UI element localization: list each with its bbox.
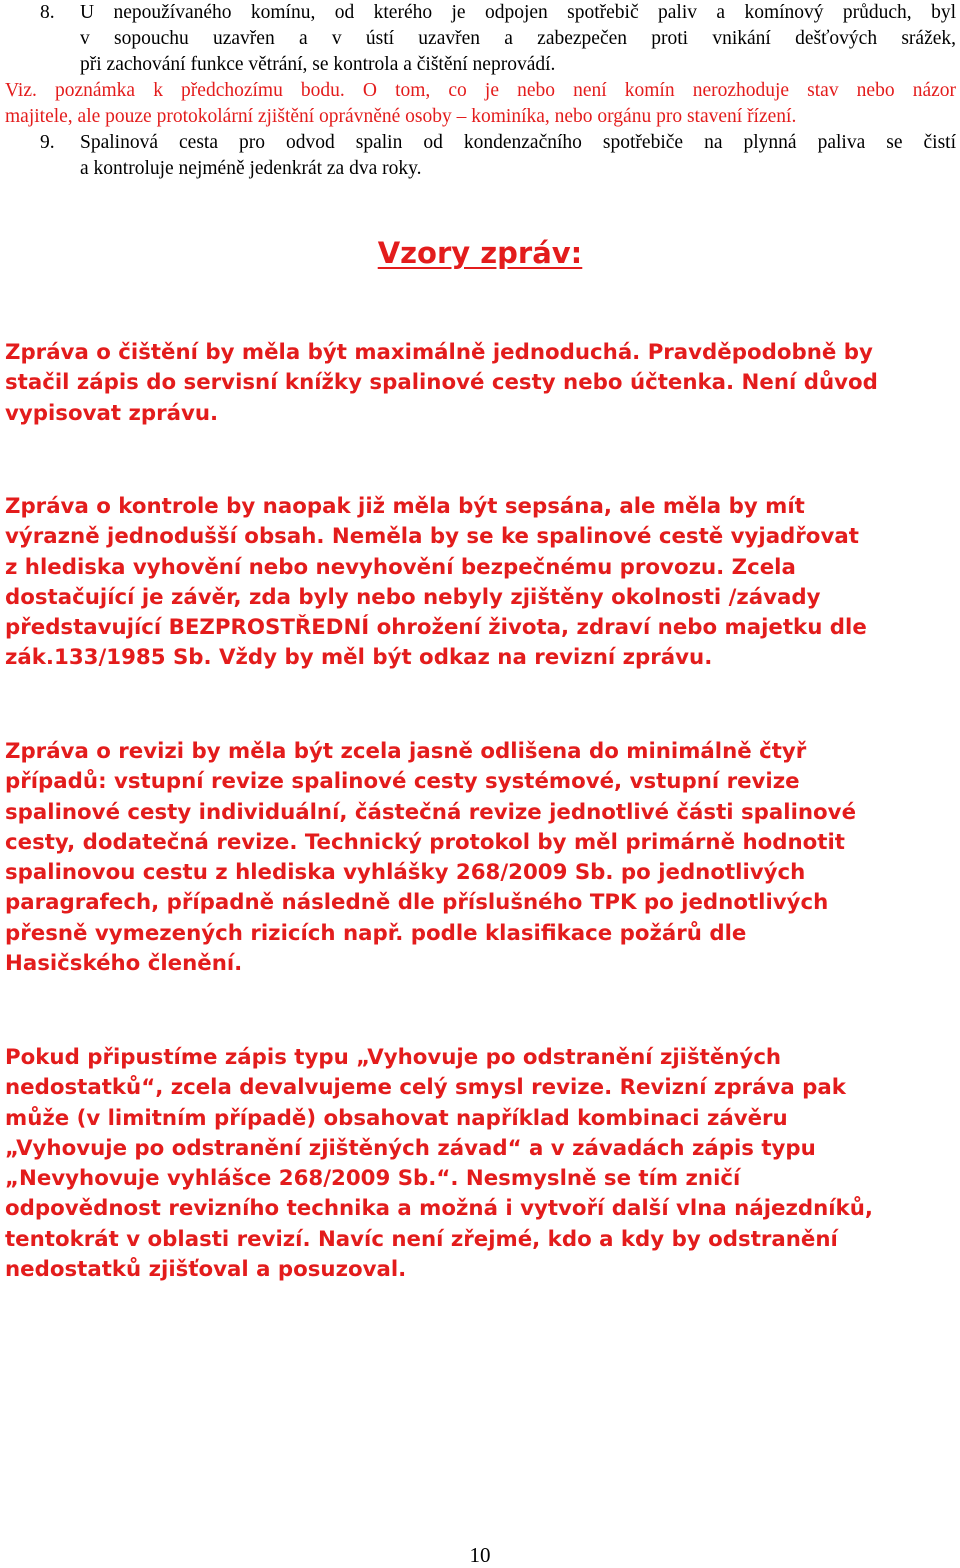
list-item-8 [40,0,956,78]
list-number: 8. [40,2,55,23]
list-item-9 [40,130,956,182]
paragraph-cleaning-report: Zpráva o čištění by měla být maximálně jednoduchá. Pravděpodobně by stačil zápis do servisní knížky spalinové cesty nebo účtenka. Není důvod vypisovat zprávu. [5,340,878,426]
paragraph-revision-report: Zpráva o revizi by měla být zcela jasně odlišena do minimálně čtyř případů: vstupní revize spalinové cesty systémové, vstupní revize spalinové cesty individuální, částečná revize jednotlivé části spalinové cesty, dodatečná revize. Technický protokol by měl primárně hodnotit spalinovou cestu z hlediska vyhlášky 268/2009 Sb. po jednotlivých paragrafech, případně následně dle příslušného TPK po jednotlivých přesně vymezených rizicích např. podle klasifikace požárů dle Hasičského členění. [5,739,857,977]
paragraph-inspection-report: Zpráva o kontrole by naopak již měla být sepsána, ale měla by mít výrazně jednodušší obsah. Neměla by se ke spalinové cestě vyjadřovat z hlediska vyhovění nebo nevyhovění bezpečnému provozu. Zcela dostačující je závěr, zda byly nebo nebyly zjištěny okolnosti /závady představující BEZPROSTŘEDNÍ ohrožení života, zdraví nebo majetku dle zák.133/1985 Sb. Vždy by měl být odkaz na revizní zprávu. [5,494,867,671]
note-paragraph: Viz. poznámka k předchozímu bodu. O tom, co je nebo není komín nerozhoduje stav nebo názor majitele, ale pouze protokolární zjištění oprávněné osoby – kominíka, nebo orgánu pro stavení řízení. [5,80,956,127]
page-number: 10 [469,1543,491,1567]
paragraph-record-type: Pokud připustíme zápis typu „Vyhovuje po odstranění zjištěných nedostatků“, zcela devalvujeme celý smysl revize. Revizní zpráva pak může (v limitním případě) obsahovat například kombinaci závěru „Vyhovuje po odstranění zjištěných závad“ a v závadách zápis typu „Nevyhovuje vyhlášce 268/2009 Sb.“. Nesmyslně se tím zničí odpovědnost revizního technika a možná i vytvoří další vlna nájezdníků, tentokrát v oblasti revizí. Navíc není zřejmé, kdo a kdy by odstranění nedostatků zjišťoval a posuzoval. [5,1045,873,1283]
list-number: 9. [40,132,55,153]
list-item-text: Spalinová cesta pro odvod spalin od kondenzačního spotřebiče na plynná paliva se čistí a kontroluje nejméně jedenkrát za dva roky. [80,132,956,179]
section-heading: Vzory zpráv: [377,236,583,270]
list-item-text: U nepoužívaného komínu, od kterého je odpojen spotřebič paliv a komínový průduch, byl v sopouchu uzavřen a v ústí uzavřen a zabezpečen proti vnikání dešťových srážek, při zachování funkce větrání, se kontrola a čištění neprovádí. [80,2,956,75]
